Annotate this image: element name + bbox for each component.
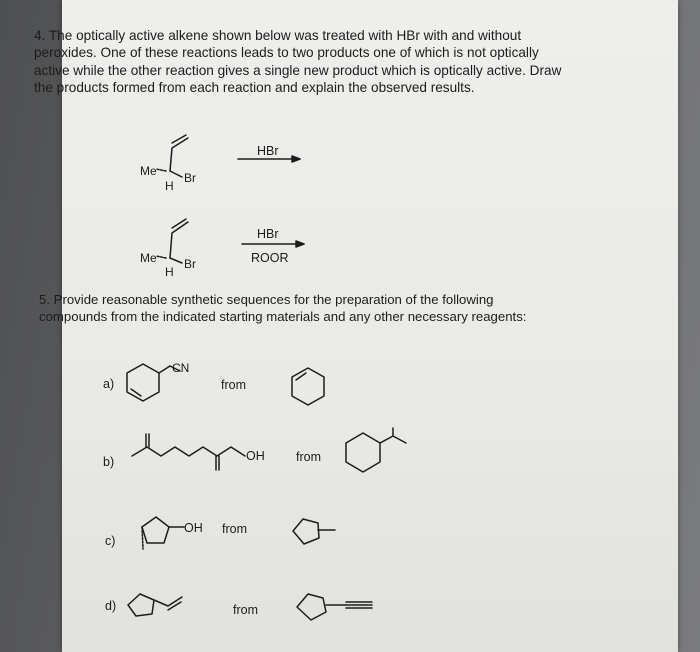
part-a-label: a) [103, 377, 115, 391]
from-label-d: from [233, 603, 258, 617]
part-d-label: d) [105, 599, 117, 613]
oh-group-label-b: OH [246, 449, 265, 463]
methyl-label-1: Me [140, 164, 157, 178]
bromine-label-1: Br [184, 171, 196, 185]
from-label-c: from [222, 522, 247, 536]
reagent-hbr-1: HBr [257, 144, 279, 158]
compound-b-target [132, 434, 245, 470]
from-label-b: from [296, 450, 321, 464]
reagent-hbr-2: HBr [257, 227, 279, 241]
compound-d-start [297, 594, 372, 620]
compound-c-start [293, 519, 335, 544]
question-4-text: 4. The optically active alkene shown below was treated with HBr with and without peroxides. One of these reactions leads to two products one of which is not optically active while the other reaction gives a single new product which is optically active. Draw the products formed from each reaction and explain the observed results. [34, 28, 562, 96]
part-b-label: b) [103, 455, 115, 469]
oh-group-label-c: OH [184, 521, 203, 535]
compound-a-start [292, 368, 324, 405]
question-5-text: 5. Provide reasonable synthetic sequences for the preparation of the following compounds from the indicated starting materials and any other necessary reagents: [39, 292, 527, 324]
methyl-label-2: Me [140, 251, 157, 265]
reagent-roor: ROOR [251, 251, 289, 265]
bromine-label-2: Br [184, 257, 196, 271]
cn-group-label: CN [172, 361, 190, 375]
compound-c-target [142, 517, 184, 549]
compound-b-start [346, 428, 406, 472]
from-label-a: from [221, 378, 246, 392]
hydrogen-label-2: H [165, 265, 174, 279]
hydrogen-label-1: H [165, 179, 174, 193]
reaction-arrow-2 [242, 241, 304, 247]
part-c-label: c) [105, 534, 116, 548]
compound-d-target [128, 594, 182, 616]
